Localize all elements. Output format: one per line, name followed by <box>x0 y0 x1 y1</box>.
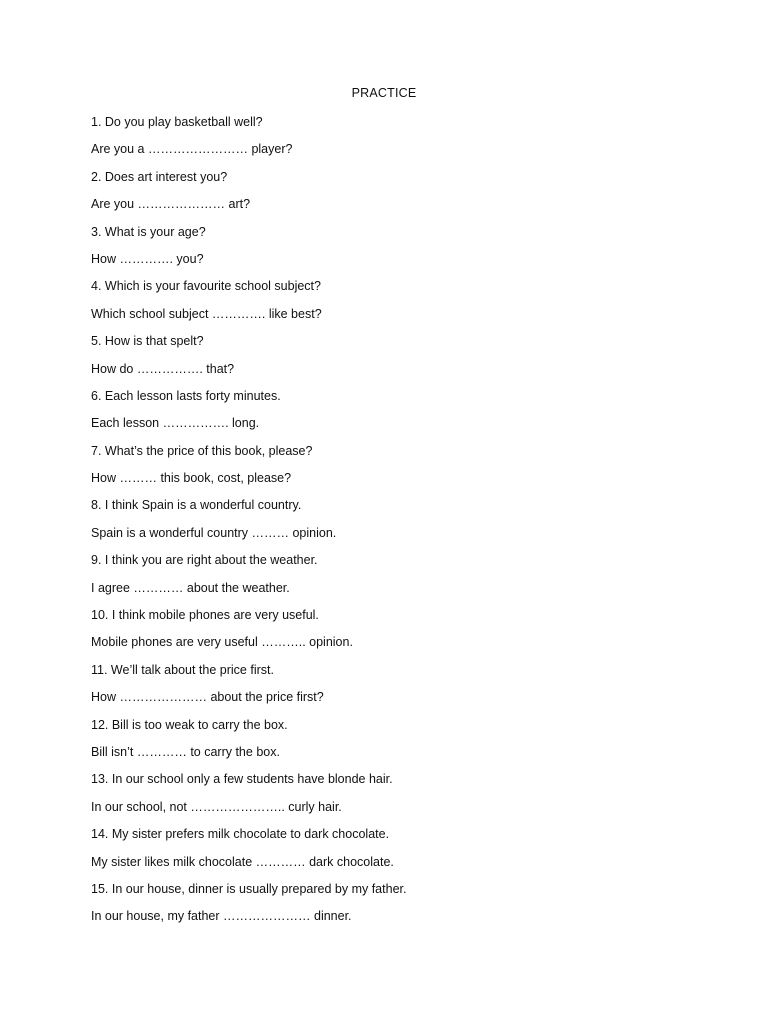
exercise-question: 3. What is your age? <box>91 224 206 239</box>
exercise-item <box>91 442 711 497</box>
exercise-answer-prompt: My sister likes milk chocolate ………… dark chocolate. <box>91 854 394 869</box>
exercise-answer-prompt: How ………………… about the price first? <box>91 690 324 705</box>
exercise-question: 15. In our house, dinner is usually prepared by my father. <box>91 881 407 896</box>
exercise-answer-prompt: Which school subject …………. like best? <box>91 306 322 321</box>
exercise-item <box>91 113 711 168</box>
exercise-answer-prompt: How ……… this book, cost, please? <box>91 471 292 486</box>
exercise-answer-prompt: Are you ………………… art? <box>91 197 251 212</box>
exercise-question: 5. How is that spelt? <box>91 334 204 349</box>
exercise-question: 12. Bill is too weak to carry the box. <box>91 717 288 732</box>
exercise-question: 13. In our school only a few students have blonde hair. <box>91 772 393 787</box>
exercise-item <box>91 332 711 387</box>
exercise-item <box>91 223 711 278</box>
exercise-answer-prompt: In our school, not ………………….. curly hair. <box>91 799 342 814</box>
exercise-item <box>91 880 711 935</box>
exercise-question: 4. Which is your favourite school subject? <box>91 279 321 294</box>
exercise-question: 6. Each lesson lasts forty minutes. <box>91 388 281 403</box>
exercise-item <box>91 387 711 442</box>
exercise-answer-prompt: Mobile phones are very useful ……….. opinion. <box>91 635 353 650</box>
exercise-answer-prompt: Spain is a wonderful country ……… opinion. <box>91 525 337 540</box>
exercise-answer-prompt: How …………. you? <box>91 251 204 266</box>
exercise-answer-prompt: Bill isn’t ………… to carry the box. <box>91 744 280 759</box>
exercise-question: 11. We’ll talk about the price first. <box>91 662 274 677</box>
exercise-question: 9. I think you are right about the weather. <box>91 553 318 568</box>
exercise-item <box>91 606 711 661</box>
exercise-item <box>91 825 711 880</box>
exercise-item <box>91 496 711 551</box>
exercise-item <box>91 168 711 223</box>
exercise-item <box>91 661 711 716</box>
exercise-list <box>91 113 711 935</box>
exercise-answer-prompt: Are you a …………………… player? <box>91 142 293 157</box>
exercise-answer-prompt: I agree ………… about the weather. <box>91 580 290 595</box>
exercise-question: 1. Do you play basketball well? <box>91 115 263 129</box>
exercise-item <box>91 716 711 771</box>
exercise-item <box>91 770 711 825</box>
exercise-item <box>91 551 711 606</box>
exercise-question: 2. Does art interest you? <box>91 169 228 184</box>
exercise-answer-prompt: Each lesson ……………. long. <box>91 416 260 431</box>
exercise-question: 10. I think mobile phones are very useful. <box>91 608 319 623</box>
exercise-question: 8. I think Spain is a wonderful country. <box>91 498 302 513</box>
exercise-item <box>91 277 711 332</box>
exercise-question: 14. My sister prefers milk chocolate to dark chocolate. <box>91 827 390 842</box>
exercise-answer-prompt: In our house, my father ………………… dinner. <box>91 909 352 924</box>
page-title: PRACTICE <box>351 86 417 100</box>
exercise-answer-prompt: How do ……………. that? <box>91 361 235 376</box>
exercise-question: 7. What’s the price of this book, please? <box>91 443 313 458</box>
